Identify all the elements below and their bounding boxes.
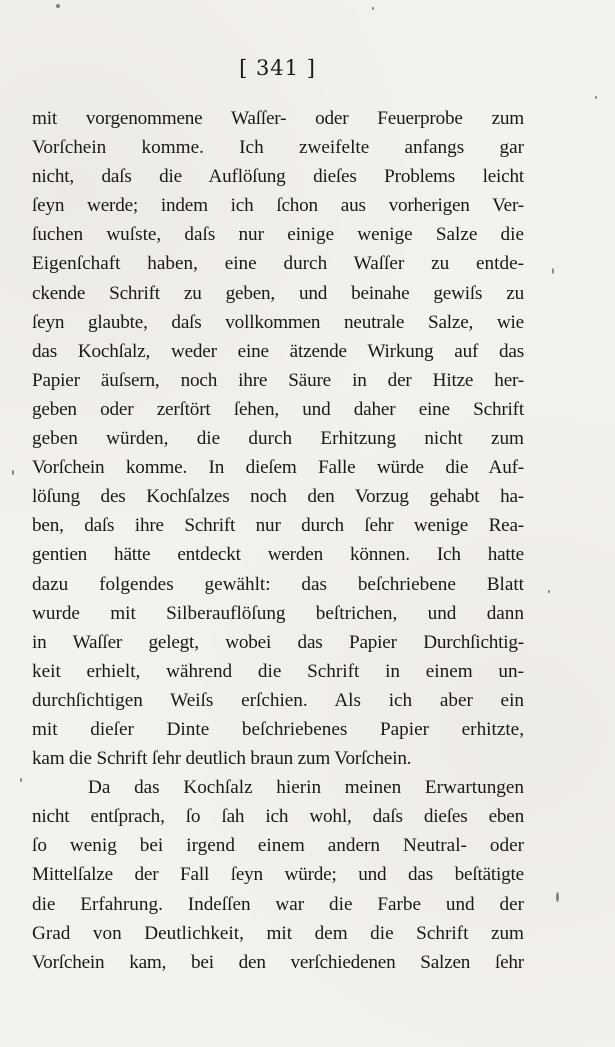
text-line: wurde mit Silberauflöſung beſtrichen, und dann <box>32 602 524 624</box>
text-line: ſeyn glaubte, daſs vollkommen neutrale Salze, wie <box>32 311 524 333</box>
page-number: [ 341 ] <box>239 56 316 80</box>
text-line: Grad von Deutlichkeit, mit dem die Schrift zum <box>32 922 524 944</box>
text-line: dazu folgendes gewählt: das beſchriebene Blatt <box>32 573 524 595</box>
text-line: ben, daſs ihre Schrift nur durch ſehr wenige Rea- <box>32 515 524 537</box>
text-line: kam die Schrift ſehr deutlich braun zum Vorſchein. <box>32 748 412 770</box>
text-line: löſung des Kochſalzes noch den Vorzug gehabt ha- <box>32 486 524 508</box>
text-line: Eigenſchaft haben, eine durch Waſſer zu entde- <box>32 253 524 275</box>
text-line: nicht, daſs die Auflöſung dieſes Problems leicht <box>32 166 524 188</box>
ink-speck <box>556 892 559 902</box>
ink-speck <box>12 470 14 475</box>
body-text <box>32 104 524 977</box>
ink-speck <box>56 4 60 8</box>
text-line: ſo wenig bei irgend einem andern Neutral- oder <box>32 835 524 857</box>
text-line: geben oder zerſtört ſehen, und daher eine Schrift <box>32 398 524 420</box>
text-line: Vorſchein komme. Ich zweifelte anfangs gar <box>32 137 524 159</box>
text-line: Vorſchein komme. In dieſem Falle würde die Auf- <box>32 457 524 479</box>
text-line: gentien hätte entdeckt werden können. Ich hatte <box>32 544 524 566</box>
text-line: geben würden, die durch Erhitzung nicht zum <box>32 428 524 450</box>
text-line: Vorſchein kam, bei den verſchiedenen Salzen ſehr <box>32 951 524 973</box>
text-line: ſuchen wuſste, daſs nur einige wenige Salze die <box>32 224 524 246</box>
ink-speck <box>372 7 374 10</box>
ink-speck <box>552 268 554 274</box>
text-line: mit vorgenommene Waſſer- oder Feuerprobe zum <box>32 108 524 129</box>
text-line: ckende Schrift zu geben, und beinahe gewiſs zu <box>32 282 524 304</box>
text-line: das Kochſalz, weder eine ätzende Wirkung auf das <box>32 340 524 362</box>
text-line: Mittelſalze der Fall ſeyn würde; und das beſtätigte <box>32 864 524 886</box>
ink-speck <box>20 778 22 782</box>
text-line: in Waſſer gelegt, wobei das Papier Durchſichtig- <box>32 631 524 653</box>
text-line: mit dieſer Dinte beſchriebenes Papier erhitzte, <box>32 718 524 740</box>
text-line: keit erhielt, während die Schrift in einem un- <box>32 660 524 682</box>
text-line: durchſichtigen Weiſs erſchien. Als ich aber ein <box>32 689 524 711</box>
ink-speck <box>548 590 550 593</box>
text-line: ſeyn werde; indem ich ſchon aus vorherigen Ver- <box>32 195 524 217</box>
text-line: die Erfahrung. Indeſſen war die Farbe und der <box>32 893 524 915</box>
text-line: nicht entſprach, ſo ſah ich wohl, daſs dieſes eben <box>32 806 524 828</box>
text-line: Da das Kochſalz hierin meinen Erwartungen <box>88 777 524 799</box>
text-line: Papier äuſsern, noch ihre Säure in der Hitze her- <box>32 369 524 391</box>
ink-speck <box>595 96 597 99</box>
